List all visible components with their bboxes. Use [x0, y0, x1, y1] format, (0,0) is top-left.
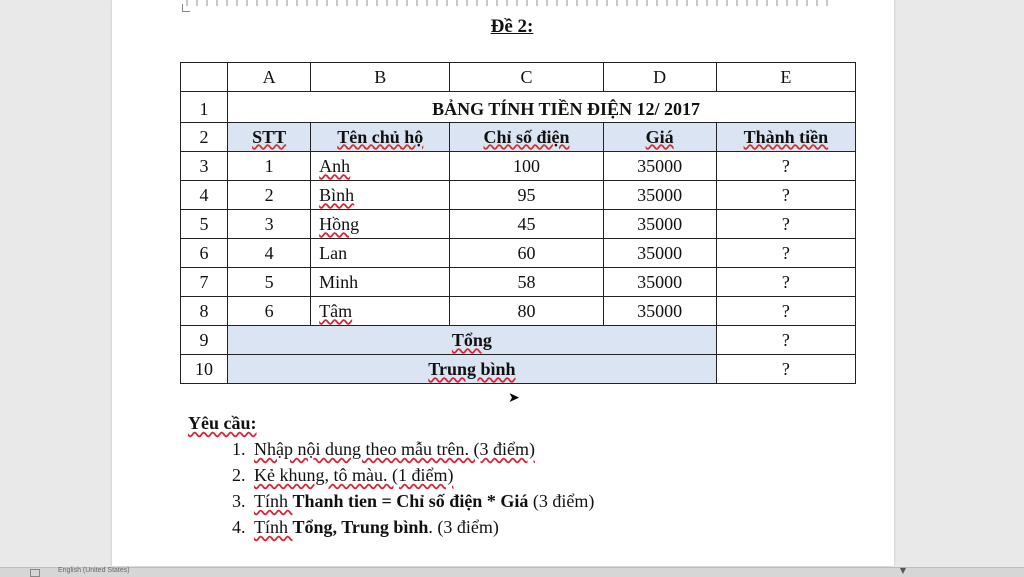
- requirements-list: [188, 436, 594, 540]
- cell-index: 45: [450, 210, 603, 239]
- table-title: BẢNG TÍNH TIỀN ĐIỆN 12/ 2017: [228, 92, 856, 123]
- total-label-cell: [228, 326, 717, 355]
- cell-name: [311, 181, 450, 210]
- requirements-title: Yêu cầu:: [188, 413, 257, 433]
- requirement-post: (3 điểm): [528, 491, 595, 511]
- row-number: 3: [181, 152, 228, 181]
- exercise-heading: Đề 2:: [490, 16, 534, 37]
- list-item: [250, 488, 594, 514]
- cell-stt: 3: [228, 210, 311, 239]
- name-text: Tâm: [319, 300, 353, 321]
- header-price: Giá: [603, 123, 716, 152]
- cell-amount: ?: [716, 268, 855, 297]
- row-number: 6: [181, 239, 228, 268]
- cell-price: 35000: [603, 239, 716, 268]
- requirement-text: Nhập nội dung theo mẫu trên. (3 điểm): [254, 439, 535, 459]
- requirement-post: . (3 điểm): [428, 517, 499, 537]
- column-letter-e: E: [716, 63, 855, 92]
- requirement-text: Kẻ khung, tô màu. (1 điểm): [254, 465, 454, 485]
- total-label: Tổng: [451, 329, 492, 350]
- cell-stt: 5: [228, 268, 311, 297]
- cell-name: Lan: [311, 239, 450, 268]
- requirement-pre: Tính: [254, 517, 293, 537]
- requirement-bold: Thanh tien = Chỉ số điện * Giá: [292, 491, 529, 511]
- table-row: [181, 297, 856, 326]
- cell-index: 95: [450, 181, 603, 210]
- cell-price: 35000: [603, 152, 716, 181]
- requirement-pre: Tính: [254, 491, 293, 511]
- cell-stt: 2: [228, 181, 311, 210]
- row-number: 8: [181, 297, 228, 326]
- cell-stt: 1: [228, 152, 311, 181]
- average-row: [181, 355, 856, 384]
- mouse-cursor-icon: ➤: [508, 390, 520, 406]
- language-indicator[interactable]: English (United States): [58, 567, 130, 574]
- table-row: [181, 239, 856, 268]
- scroll-down-icon[interactable]: ▼: [899, 566, 907, 575]
- column-letter-b: B: [311, 63, 450, 92]
- cell-name: Minh: [311, 268, 450, 297]
- cell-index: 60: [450, 239, 603, 268]
- row-number: 4: [181, 181, 228, 210]
- average-value: ?: [716, 355, 855, 384]
- cell-index: 58: [450, 268, 603, 297]
- cell-index: 80: [450, 297, 603, 326]
- row-number: 1: [181, 92, 228, 123]
- cell-name: [311, 297, 450, 326]
- cell-amount: ?: [716, 239, 855, 268]
- list-item: [250, 436, 594, 462]
- header-row: [181, 123, 856, 152]
- page-top-marks: [186, 0, 836, 6]
- header-index: Chỉ số điện: [450, 123, 603, 152]
- row-number: 10: [181, 355, 228, 384]
- requirements-section: [188, 410, 594, 540]
- column-letter-d: D: [603, 63, 716, 92]
- total-value: ?: [716, 326, 855, 355]
- corner-cell: [181, 63, 228, 92]
- requirement-bold: Tổng, Trung bình: [292, 517, 429, 537]
- cell-index: 100: [450, 152, 603, 181]
- header-stt: STT: [228, 123, 311, 152]
- cell-stt: 6: [228, 297, 311, 326]
- name-text: Anh: [319, 155, 351, 176]
- cell-amount: ?: [716, 181, 855, 210]
- cell-price: 35000: [603, 268, 716, 297]
- cell-amount: ?: [716, 210, 855, 239]
- requirements-title-wrap: [188, 410, 594, 436]
- cell-amount: ?: [716, 152, 855, 181]
- list-item: [250, 514, 594, 540]
- name-text: Hồng: [319, 213, 360, 234]
- name-text: Bình: [319, 184, 355, 205]
- table-row: [181, 210, 856, 239]
- column-letter-a: A: [228, 63, 311, 92]
- cell-stt: 4: [228, 239, 311, 268]
- cell-name: [311, 210, 450, 239]
- average-label: Trung bình: [428, 358, 516, 379]
- row-number: 9: [181, 326, 228, 355]
- list-item: [250, 462, 594, 488]
- table-row: [181, 181, 856, 210]
- table-row: [181, 152, 856, 181]
- cell-amount: ?: [716, 297, 855, 326]
- header-amount: Thành tiền: [716, 123, 855, 152]
- total-row: [181, 326, 856, 355]
- header-name: Tên chủ hộ: [311, 123, 450, 152]
- average-label-cell: [228, 355, 717, 384]
- cell-price: 35000: [603, 210, 716, 239]
- table-row: [181, 268, 856, 297]
- row-number: 5: [181, 210, 228, 239]
- cell-price: 35000: [603, 297, 716, 326]
- row-number: 7: [181, 268, 228, 297]
- row-number: 2: [181, 123, 228, 152]
- title-row: [181, 92, 856, 123]
- column-letter-c: C: [450, 63, 603, 92]
- electricity-table: [180, 62, 856, 384]
- column-letter-row: [181, 63, 856, 92]
- margin-corner-mark: [182, 4, 190, 12]
- cell-name: [311, 152, 450, 181]
- cell-price: 35000: [603, 181, 716, 210]
